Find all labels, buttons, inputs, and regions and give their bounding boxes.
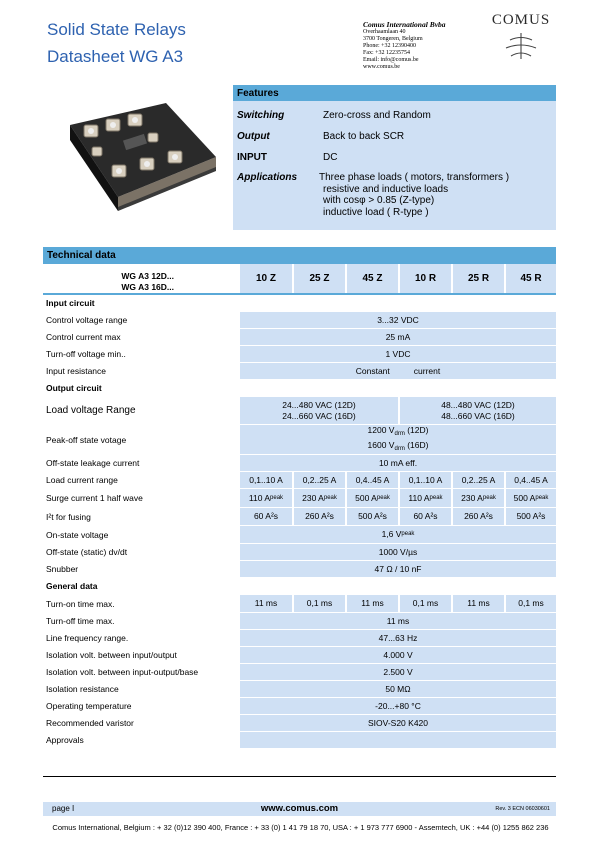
spec-value: 500 A²s bbox=[345, 508, 398, 525]
spec-row-load-voltage bbox=[43, 397, 556, 425]
technical-data-table bbox=[43, 247, 556, 749]
spec-label: Isolation volt. between input/output bbox=[43, 647, 240, 663]
spec-label: Approvals bbox=[43, 732, 240, 748]
spec-row-i2t bbox=[43, 508, 556, 526]
model-name-16d: WG A3 16D... bbox=[121, 282, 174, 292]
company-address-street: Overhaamlaan 40 bbox=[363, 29, 406, 35]
spec-row-control-current bbox=[43, 329, 556, 346]
column-header: 10 R bbox=[398, 264, 451, 293]
column-header: 10 Z bbox=[240, 264, 292, 293]
spec-value: 47 Ω / 10 nF bbox=[240, 561, 556, 577]
logo-mark-icon bbox=[486, 12, 556, 62]
spec-value: 47...63 Hz bbox=[240, 630, 556, 646]
spec-row-turnon-time bbox=[43, 595, 556, 613]
spec-row-snubber bbox=[43, 561, 556, 578]
input-res-text: current bbox=[413, 365, 441, 376]
spec-row-approvals bbox=[43, 732, 556, 749]
footer-bar bbox=[43, 802, 556, 816]
spec-row-onstate bbox=[43, 526, 556, 544]
spec-row-dvdt bbox=[43, 544, 556, 561]
section-title-input-circuit: Input circuit bbox=[43, 295, 556, 311]
spec-value: 25 mA bbox=[240, 329, 556, 345]
technical-data-heading: Technical data bbox=[43, 247, 556, 264]
spec-label: On-state voltage bbox=[43, 526, 240, 543]
spec-value: 0,1 ms bbox=[398, 595, 451, 612]
spec-row-varistor bbox=[43, 715, 556, 732]
spec-value: 110 A peak bbox=[398, 489, 451, 507]
spec-label: Control current max bbox=[43, 329, 240, 345]
spec-label: I²t for fusing bbox=[43, 508, 240, 525]
section-title-output-circuit: Output circuit bbox=[43, 380, 556, 396]
switching-value: Zero-cross and Random bbox=[323, 110, 431, 121]
applications-values bbox=[319, 172, 509, 218]
applications-line: Three phase loads ( motors, transformers ) bbox=[319, 172, 510, 183]
company-name: Comus International Bvba bbox=[363, 20, 446, 29]
spec-value: 2.500 V bbox=[240, 664, 556, 680]
spec-value: 3...32 VDC bbox=[240, 312, 556, 328]
spec-value: 0,1 ms bbox=[292, 595, 345, 612]
relay-photo bbox=[48, 85, 233, 233]
spec-row-surge bbox=[43, 489, 556, 508]
company-address-block bbox=[363, 20, 446, 71]
spec-row-operating-temperature bbox=[43, 698, 556, 715]
output-label: Output bbox=[237, 131, 270, 142]
spec-value: 500 A peak bbox=[504, 489, 556, 507]
spec-row-leakage bbox=[43, 455, 556, 472]
spec-row-line-frequency bbox=[43, 630, 556, 647]
spec-value: 230 A peak bbox=[292, 489, 345, 507]
spec-value: 10 mA eff. bbox=[240, 455, 556, 471]
section-title-general-data: General data bbox=[43, 578, 556, 594]
spec-value: 0,1..10 A bbox=[398, 472, 451, 488]
spec-row-peakoff bbox=[43, 425, 556, 455]
spec-value: 500 A²s bbox=[504, 508, 556, 525]
spec-label: Load current range bbox=[43, 472, 240, 488]
output-value: Back to back SCR bbox=[323, 131, 405, 142]
spec-value: 230 A peak bbox=[451, 489, 504, 507]
peakoff-line-12d: 1200 $V_{drm}$ (12D) bbox=[367, 424, 429, 437]
page-title-line1: Solid State Relays bbox=[47, 20, 186, 39]
spec-value: 1000 V/µs bbox=[240, 544, 556, 560]
spec-label: Off-state (static) dv/dt bbox=[43, 544, 240, 560]
applications-label: Applications bbox=[237, 172, 298, 183]
spec-value: 50 MΩ bbox=[240, 681, 556, 697]
spec-value: 0,4..45 A bbox=[504, 472, 556, 488]
spec-value: 60 A²s bbox=[240, 508, 292, 525]
spec-row-input-resistance bbox=[43, 363, 556, 380]
load-voltage-line: 24...660 VAC (16D) bbox=[282, 410, 356, 421]
spec-value: 11 ms bbox=[240, 595, 292, 612]
spec-label: Turn-on time max. bbox=[43, 595, 240, 612]
load-voltage-line: 48...480 VAC (12D) bbox=[441, 399, 515, 410]
spec-value: 11 ms bbox=[345, 595, 398, 612]
spec-value: 0,4..45 A bbox=[345, 472, 398, 488]
spec-value: 110 A peak bbox=[240, 489, 292, 507]
spec-label: Snubber bbox=[43, 561, 240, 577]
spec-value: 1,6 V peak bbox=[240, 526, 556, 543]
website-link[interactable]: www.comus.com bbox=[260, 803, 339, 814]
spec-value: 0,1 ms bbox=[504, 595, 556, 612]
table-bottom-rule bbox=[43, 776, 556, 777]
input-res-text: Constant bbox=[355, 365, 390, 376]
spec-label: Isolation volt. between input-output/base bbox=[43, 664, 240, 680]
section-row-general-data bbox=[43, 578, 556, 595]
spec-row-turnoff-voltage bbox=[43, 346, 556, 363]
spec-label: Peak-off state votage bbox=[43, 425, 240, 454]
input-value: DC bbox=[323, 152, 338, 163]
applications-line: with cosφ > 0.85 (Z-type) bbox=[323, 195, 435, 206]
applications-line: inductive load ( R-type ) bbox=[323, 206, 429, 218]
spec-row-isolation-base bbox=[43, 664, 556, 681]
spec-value: 4.000 V bbox=[240, 647, 556, 663]
contact-line: Comus International, Belgium : + 32 (0)12 390 400, France : + 33 (0) 1 41 79 18 70, USA : + 1 973 777 6900 - Assemtech, UK : +44 (0) 1255 862 236 bbox=[52, 823, 549, 832]
spec-value-z bbox=[240, 397, 398, 424]
column-header: 25 Z bbox=[292, 264, 345, 293]
spec-label: Off-state leakage current bbox=[43, 455, 240, 471]
spec-value: 11 ms bbox=[451, 595, 504, 612]
model-header-row bbox=[43, 264, 556, 295]
spec-value: -20...+80 °C bbox=[240, 698, 556, 714]
section-row-input-circuit bbox=[43, 295, 556, 312]
features-heading: Features bbox=[233, 85, 556, 101]
spec-label: Input resistance bbox=[43, 363, 240, 379]
spec-label: Control voltage range bbox=[43, 312, 240, 328]
logo-text: COMUS bbox=[491, 12, 551, 28]
spec-value-r bbox=[398, 397, 556, 424]
spec-label: Line frequency range. bbox=[43, 630, 240, 646]
switching-label: Switching bbox=[237, 110, 285, 121]
spec-value: 0,1..10 A bbox=[240, 472, 292, 488]
spec-label: Surge current 1 half wave bbox=[43, 489, 240, 507]
spec-label: Turn-off time max. bbox=[43, 613, 240, 629]
spec-value: 11 ms bbox=[240, 613, 556, 629]
page-number: page I bbox=[52, 804, 75, 813]
model-name-12d: WG A3 12D... bbox=[121, 271, 174, 281]
spec-label: Recommended varistor bbox=[43, 715, 240, 731]
company-address-city: 3700 Tongeren, Belgium bbox=[363, 36, 423, 42]
revision-note: Rev. 3 ECN 06030601 bbox=[495, 806, 550, 812]
spec-label: Load voltage Range bbox=[43, 397, 240, 424]
spec-label: Isolation resistance bbox=[43, 681, 240, 697]
company-phone: Phone: +32 12390400 bbox=[363, 43, 417, 49]
section-row-output-circuit bbox=[43, 380, 556, 397]
page-title-line2: Datasheet WG A3 bbox=[47, 47, 184, 66]
spec-row-isolation-io bbox=[43, 647, 556, 664]
column-header: 45 Z bbox=[345, 264, 398, 293]
spec-label: Turn-off voltage min.. bbox=[43, 346, 240, 362]
spec-value: 1 VDC bbox=[240, 346, 556, 362]
spec-value: 260 A²s bbox=[292, 508, 345, 525]
features-panel bbox=[233, 85, 556, 230]
spec-value: 0,2..25 A bbox=[292, 472, 345, 488]
spec-value: SIOV-S20 K420 bbox=[240, 715, 556, 731]
spec-value bbox=[240, 363, 556, 379]
spec-row-control-voltage bbox=[43, 312, 556, 329]
input-label: INPUT bbox=[237, 152, 267, 163]
column-header: 25 R bbox=[451, 264, 504, 293]
spec-value bbox=[240, 425, 556, 454]
spec-row-isolation-resistance bbox=[43, 681, 556, 698]
applications-line: resistive and inductive loads bbox=[323, 183, 449, 195]
spec-row-turnoff-time bbox=[43, 613, 556, 630]
column-header: 45 R bbox=[504, 264, 556, 293]
spec-value bbox=[240, 732, 556, 748]
spec-label: Operating temperature bbox=[43, 698, 240, 714]
spec-value: 60 A²s bbox=[398, 508, 451, 525]
spec-value: 500 A peak bbox=[345, 489, 398, 507]
company-web: www.comus.be bbox=[363, 64, 400, 70]
model-names bbox=[43, 264, 240, 293]
company-email: Email: info@comus.be bbox=[363, 57, 419, 63]
load-voltage-line: 24...480 VAC (12D) bbox=[282, 399, 356, 410]
spec-value: 260 A²s bbox=[451, 508, 504, 525]
load-voltage-line: 48...660 VAC (16D) bbox=[441, 410, 515, 421]
spec-value: 0,2..25 A bbox=[451, 472, 504, 488]
peakoff-line-16d: 1600 $V_{drm}$ (16D) bbox=[367, 439, 429, 452]
comus-logo bbox=[486, 12, 556, 62]
company-fax: Fax: +32 12235754 bbox=[363, 50, 411, 56]
spec-row-load-current bbox=[43, 472, 556, 489]
